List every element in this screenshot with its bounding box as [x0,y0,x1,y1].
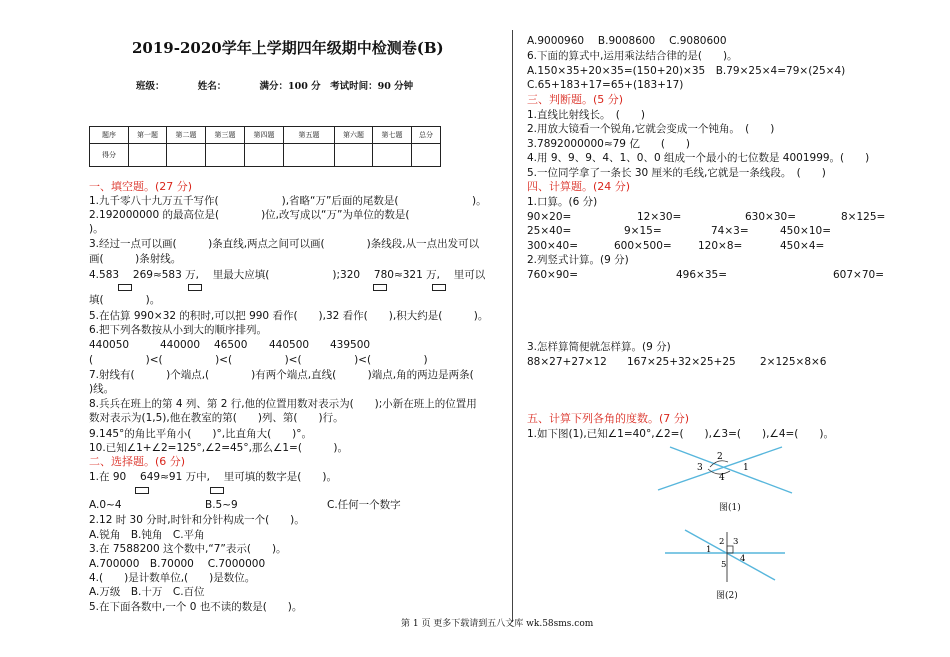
oral-item: 8×125= [841,211,886,223]
score-cell[interactable] [129,144,167,167]
page-footer: 第 1 页 更多下载请到五八文库 wk.58sms.com [401,619,594,629]
number-item: 46500 [214,339,248,351]
figure-2-caption: 图(2) [716,591,738,601]
column-divider [512,30,513,622]
judge-2: 2.用放大镜看一个锐角,它就会变成一个钝角。 ( ) [527,123,775,135]
section-fill-blank: 一、填空题。(27 分) [89,180,193,193]
choice-4: 4.( )是计数单位,( )是数位。 [89,572,256,584]
figure-1-caption: 图(1) [719,503,741,513]
calc-oral-title: 1.口算。(6 分) [527,196,598,208]
section-choice: 二、选择题。(6 分) [89,455,186,468]
section-judge: 三、判断题。(5 分) [527,93,624,106]
oral-item: 25×40= [527,225,572,237]
choice-6: 6.下面的算式中,运用乘法结合律的是( )。 [527,50,738,62]
section-calc: 四、计算题。(24 分) [527,180,631,193]
score-header: 题序 [90,127,129,144]
score-cell[interactable] [245,144,284,167]
score-table [89,126,441,167]
fig2-label: 3 [733,537,739,547]
score-label: 得分 [90,144,129,167]
oral-item: 450×4= [780,240,825,252]
vertical-item: 496×35= [676,269,727,281]
oral-item: 600×500= [614,240,672,252]
question-2-end: )。 [89,223,104,235]
question-3-end: 画( )条射线。 [89,253,182,265]
judge-3: 3.7892000000≈79 亿 ( ) [527,138,691,150]
judge-5: 5.一位同学拿了一条长 30 厘米的毛线,它就是一条线段。 ( ) [527,167,826,179]
number-item: 440000 [160,339,201,351]
number-item: 439500 [330,339,371,351]
question-10: 10.已知∠1+∠2=125°,∠2=45°,那么∠1=( )。 [89,442,349,454]
blank-box [188,284,202,291]
score-header: 第一题 [129,127,167,144]
vertical-item: 607×70= [833,269,884,281]
oral-item: 450×10= [780,225,831,237]
score-header: 第五题 [284,127,335,144]
oral-item: 74×3= [711,225,749,237]
question-9: 9.145°的角比平角小( )°,比直角大( )°。 [89,428,313,440]
blank-box [373,284,387,291]
vertical-item: 760×90= [527,269,578,281]
fig1-label: 4 [719,473,725,483]
score-header: 第三题 [206,127,245,144]
fig2-label: 4 [740,554,746,564]
fig1-label: 1 [743,463,749,473]
score-header: 第四题 [245,127,284,144]
calc-vertical-title: 2.列竖式计算。(9 分) [527,254,629,266]
choice-5: 5.在下面各数中,一个 0 也不读的数是( )。 [89,601,303,613]
choice-3: 3.在 7588200 这个数中,“7”表示( )。 [89,543,287,555]
oral-item: 300×40= [527,240,578,252]
score-header: 第六题 [335,127,373,144]
oral-item: 90×20= [527,211,572,223]
choice-6-opts-b: C.65+183+17=65+(183+17) [527,79,684,91]
choice-3-opts: A.700000 B.70000 C.7000000 [89,558,266,570]
question-8: 8.兵兵在班上的第 4 列、第 2 行,他的位置用数对表示为( );小新在班上的位置用 [89,398,477,410]
question-7-end: )线。 [89,383,115,395]
question-2: 2.192000000 的最高位是( )位,改写成以“万”为单位的数是( [89,209,410,221]
fig2-label: 2 [719,537,725,547]
blank-box [118,284,132,291]
oral-item: 12×30= [637,211,682,223]
score-cell[interactable] [167,144,206,167]
choice-1: 1.在 90 649≈91 万中, 里可填的数字是( )。 [89,471,337,483]
choice-4-opts: A.万级 B.十万 C.百位 [89,586,205,598]
score-header: 第二题 [167,127,206,144]
choice-1-opt-a: A.0~4 [89,499,122,511]
blank-box [210,487,224,494]
choice-5-opts: A.9000960 B.9008600 C.9080600 [527,35,727,47]
question-6: 6.把下列各数按从小到大的顺序排列。 [89,324,268,336]
blank-box [135,487,149,494]
score-cell[interactable] [373,144,412,167]
oral-item: 120×8= [698,240,743,252]
choice-1-opt-b: B.5~9 [205,499,238,511]
easy-item: 88×27+27×12 [527,356,607,368]
angle-question-1: 1.如下图(1),已知∠1=40°,∠2=( ),∠3=( ),∠4=( )。 [527,428,834,440]
fig1-label: 3 [697,463,703,473]
choice-2: 2.12 时 30 分时,时针和分针构成一个( )。 [89,514,305,526]
oral-item: 9×15= [624,225,662,237]
question-4-end: 填( )。 [89,294,161,306]
score-cell[interactable] [206,144,245,167]
judge-4: 4.用 9、9、9、4、1、0、0 组成一个最小的七位数是 4001999。( ) [527,152,870,164]
number-item: 440050 [89,339,130,351]
fig1-label: 2 [717,452,723,462]
score-cell[interactable] [412,144,441,167]
fig2-label: 5 [721,560,727,570]
blank-box [432,284,446,291]
oral-item: 630×30= [745,211,796,223]
question-4: 4.583 269≈583 万, 里最大应填( );320 780≈321 万, 里可以 [89,269,486,281]
fig2-label: 1 [706,545,712,555]
judge-1: 1.直线比射线长。 ( ) [527,109,645,121]
choice-6-opts-a: A.150×35+20×35=(150+20)×35 B.79×25×4=79×(25×4) [527,65,846,77]
question-3: 3.经过一点可以画( )条直线,两点之间可以画( )条线段,从一点出发可以 [89,238,480,250]
easy-item: 167×25+32×25+25 [627,356,736,368]
number-item: 440500 [269,339,310,351]
choice-2-opts: A.锐角 B.钝角 C.平角 [89,529,205,541]
question-8-end: 数对表示为(1,5),他在教室的第( )列、第( )行。 [89,412,344,424]
score-header: 第七题 [373,127,412,144]
easy-item: 2×125×8×6 [760,356,827,368]
exam-title: 2019-2020学年上学期四年级期中检测卷(B) [132,39,444,57]
exam-info: 班级： 姓名： 满分：100 分 考试时间：90 分钟 [136,81,414,92]
choice-1-opt-c: C.任何一个数字 [327,499,401,511]
calc-easy-title: 3.怎样算简便就怎样算。(9 分) [527,341,671,353]
order-blanks: ( )<( )<( )<( )<( ) [89,354,428,366]
score-header: 总分 [412,127,441,144]
question-5: 5.在估算 990×32 的积时,可以把 990 看作( ),32 看作( ),积大约是( )。 [89,310,489,322]
angle-figure-2 [665,524,785,586]
score-cell[interactable] [335,144,373,167]
score-cell[interactable] [284,144,335,167]
section-angles: 五、计算下列各角的度数。(7 分) [527,412,690,425]
question-7: 7.射线有( )个端点,( )有两个端点,直线( )端点,角的两边是两条( [89,369,474,381]
question-1: 1.九千零八十九万五千写作( ),省略“万”后面的尾数是( )。 [89,195,487,207]
